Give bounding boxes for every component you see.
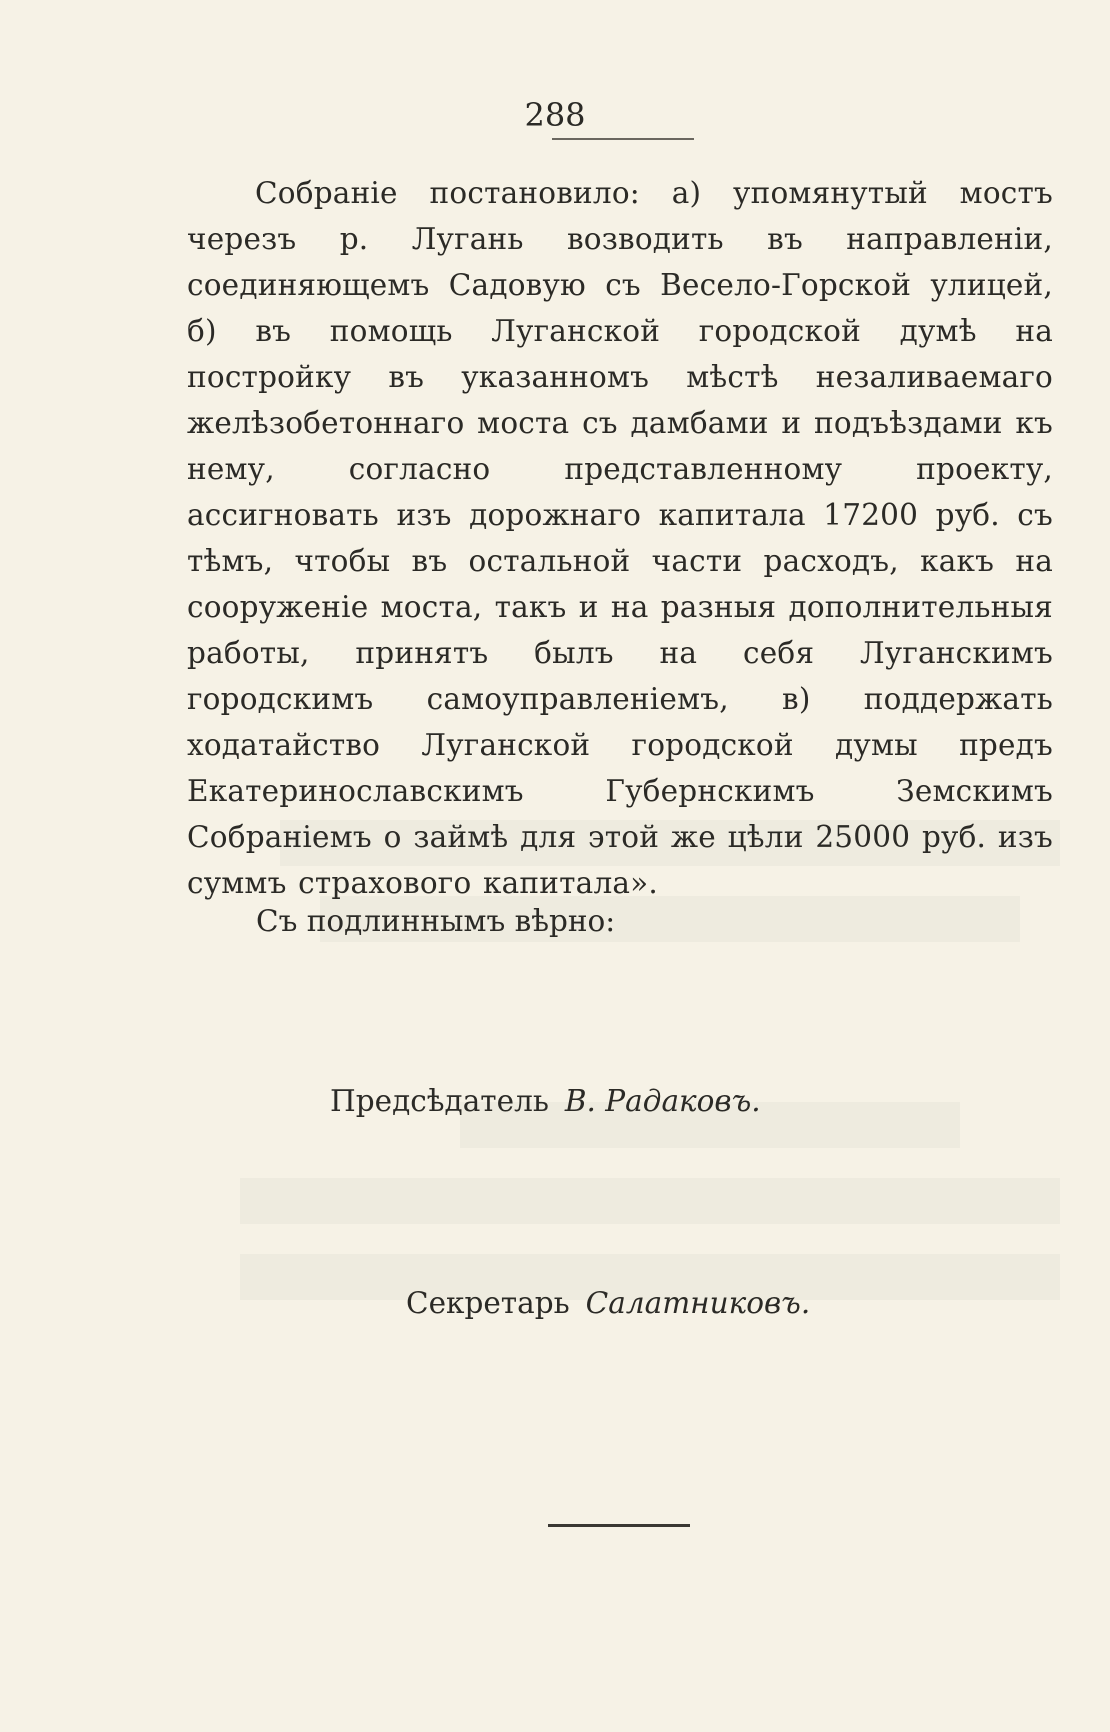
chairman-signature: В. Радаковъ. bbox=[564, 1084, 761, 1118]
page-number-rule bbox=[552, 138, 694, 140]
resolution-paragraph: Собраніе постановило: а) упомянутый мостъ черезъ р. Лугань возводить въ направленіи, соединяющемъ Садовую съ Весело-Горской улицей, б) въ помощь Луганской городской думѣ на постройку въ указанномъ мѣстѣ незаливаемаго желѣзобетоннаго моста съ дамбами и подъѣздами къ нему, согласно представленному проекту, ассигновать изъ дорожнаго капитала 17200 руб. съ тѣмъ, чтобы въ остальной части расходъ, какъ на сооруженіе моста, такъ и на разныя дополнительныя работы, принятъ былъ на себя Луганскимъ городскимъ самоуправленіемъ, в) поддержать ходатайство Луганской городской думы предъ Екатеринославскимъ Губернскимъ Земскимъ Собраніемъ о займѣ для этой же цѣли 25000 руб. изъ суммъ страхового капитала». bbox=[187, 176, 1053, 900]
chairman-title: Предсѣдатель bbox=[330, 1084, 549, 1118]
page-number: 288 bbox=[524, 96, 586, 134]
chairman-signature-line bbox=[330, 1084, 761, 1118]
secretary-signature: Салатниковъ. bbox=[585, 1286, 811, 1320]
secretary-signature-line bbox=[406, 1286, 810, 1320]
bottom-rule bbox=[548, 1524, 690, 1527]
secretary-title: Секретарь bbox=[406, 1286, 570, 1320]
verified-line: Съ подлиннымъ вѣрно: bbox=[256, 904, 616, 938]
